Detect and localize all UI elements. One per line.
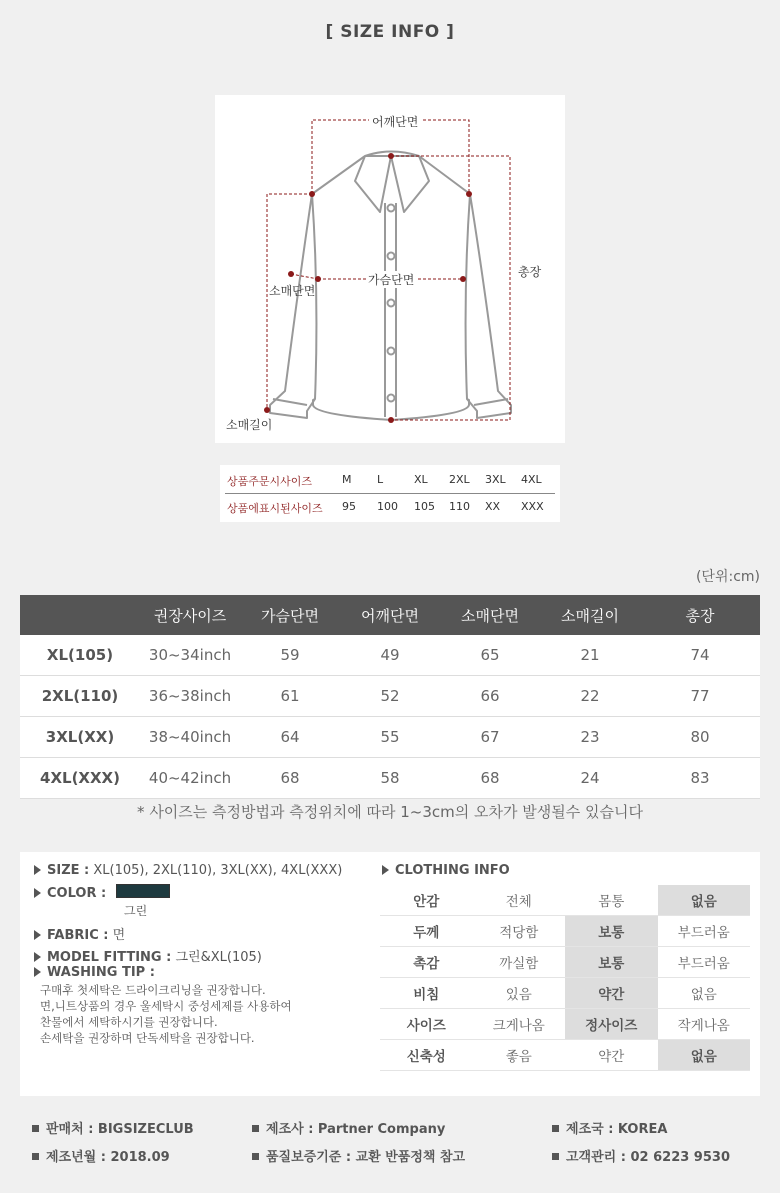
clothing-attr-option: 전체	[473, 885, 566, 916]
header-cell: 소매단면	[440, 595, 540, 635]
size-name-cell: 3XL(XX)	[20, 717, 140, 758]
clothing-attr-option: 없음	[658, 1040, 751, 1071]
table-cell: 83	[640, 758, 760, 799]
model-info-line	[34, 946, 262, 965]
clothing-attr-label: 사이즈	[380, 1009, 473, 1040]
table-cell: 55	[340, 717, 440, 758]
clothing-info-row	[380, 885, 750, 916]
table-cell: 59	[240, 635, 340, 676]
footer-date-text: 제조년월 : 2018.09	[46, 1150, 170, 1165]
square-bullet-icon	[552, 1125, 559, 1132]
product-info-panel	[20, 852, 760, 1096]
size-cell: L	[377, 473, 384, 486]
clothing-attr-option: 정사이즈	[565, 1009, 658, 1040]
shirt-illustration	[215, 95, 565, 443]
clothing-attr-option: 보통	[565, 916, 658, 947]
footer-quality-text: 품질보증기준 : 교환 반품정책 참고	[266, 1150, 466, 1165]
size-cell: 95	[342, 500, 356, 513]
footer-service-text: 고객관리 : 02 6223 9530	[566, 1150, 730, 1165]
square-bullet-icon	[32, 1153, 39, 1160]
triangle-bullet-icon	[382, 865, 389, 875]
square-bullet-icon	[552, 1153, 559, 1160]
table-cell: 38~40inch	[140, 717, 240, 758]
size-cell: M	[342, 473, 352, 486]
table-row	[20, 635, 760, 676]
label-shoulder: 어깨단면	[369, 113, 421, 130]
size-info-label: SIZE :	[47, 863, 90, 878]
color-name: 그린	[124, 904, 148, 918]
clothing-attr-option: 부드러움	[658, 916, 751, 947]
washing-info-line	[34, 965, 155, 980]
clothing-attr-option: 있음	[473, 978, 566, 1009]
table-cell: 24	[540, 758, 640, 799]
clothing-attr-option: 좋음	[473, 1040, 566, 1071]
size-cell: 4XL	[521, 473, 542, 486]
size-info-value: XL(105), 2XL(110), 3XL(XX), 4XL(XXX)	[89, 863, 343, 878]
clothing-info-row	[380, 1009, 750, 1040]
clothing-info-table	[380, 885, 750, 1071]
clothing-attr-option: 보통	[565, 947, 658, 978]
table-cell: 68	[240, 758, 340, 799]
header-cell	[20, 595, 140, 635]
triangle-bullet-icon	[34, 930, 41, 940]
size-cell: XXX	[521, 500, 544, 513]
color-info-line	[34, 884, 170, 901]
clothing-attr-option: 적당함	[473, 916, 566, 947]
clothing-attr-option: 크게나옴	[473, 1009, 566, 1040]
header-cell: 어깨단면	[340, 595, 440, 635]
table-cell: 74	[640, 635, 760, 676]
washing-info-label: WASHING TIP :	[47, 965, 155, 980]
clothing-info-title-text: CLOTHING INFO	[395, 863, 510, 878]
footer-maker-text: 제조사 : Partner Company	[266, 1122, 446, 1137]
washing-tip-line: 면,니트상품의 경우 울세탁시 중성세제를 사용하여	[40, 999, 292, 1013]
size-cell: XL	[414, 473, 428, 486]
color-swatch	[116, 884, 170, 898]
square-bullet-icon	[32, 1125, 39, 1132]
clothing-info-row	[380, 916, 750, 947]
clothing-attr-option: 부드러움	[658, 947, 751, 978]
clothing-attr-label: 신축성	[380, 1040, 473, 1071]
clothing-attr-option: 없음	[658, 978, 751, 1009]
clothing-attr-label: 촉감	[380, 947, 473, 978]
clothing-attr-label: 안감	[380, 885, 473, 916]
order-size-label: 상품주문시사이즈	[227, 475, 313, 488]
table-cell: 67	[440, 717, 540, 758]
clothing-attr-option: 없음	[658, 885, 751, 916]
size-name-cell: XL(105)	[20, 635, 140, 676]
label-sleeve-width: 소매단면	[269, 284, 316, 298]
fabric-info-value: 면	[108, 928, 126, 943]
model-info-label: MODEL FITTING :	[47, 950, 172, 965]
table-cell: 66	[440, 676, 540, 717]
footer-service	[552, 1146, 730, 1165]
clothing-attr-option: 작게나옴	[658, 1009, 751, 1040]
size-conversion-table	[220, 465, 560, 522]
fabric-info-label: FABRIC :	[47, 928, 109, 943]
size-table	[20, 595, 760, 799]
model-info-value: 그린&XL(105)	[171, 950, 262, 965]
table-row	[20, 676, 760, 717]
size-cell: 2XL	[449, 473, 470, 486]
square-bullet-icon	[252, 1125, 259, 1132]
label-chest: 가슴단면	[368, 273, 415, 287]
size-cell: 100	[377, 500, 398, 513]
square-bullet-icon	[252, 1153, 259, 1160]
table-cell: 36~38inch	[140, 676, 240, 717]
size-cell: 105	[414, 500, 435, 513]
table-cell: 49	[340, 635, 440, 676]
clothing-info-row	[380, 947, 750, 978]
clothing-attr-option: 몸통	[565, 885, 658, 916]
table-cell: 61	[240, 676, 340, 717]
footer-quality	[252, 1146, 465, 1165]
label-sleeve-length: 소매길이	[226, 418, 273, 432]
table-cell: 58	[340, 758, 440, 799]
header-cell: 소매길이	[540, 595, 640, 635]
table-cell: 52	[340, 676, 440, 717]
table-cell: 68	[440, 758, 540, 799]
footer-date	[32, 1146, 170, 1165]
size-name-cell: 2XL(110)	[20, 676, 140, 717]
size-table-header	[20, 595, 760, 635]
washing-tip-line: 구매후 첫세탁은 드라이크리닝을 권장합니다.	[40, 983, 266, 997]
clothing-attr-label: 두께	[380, 916, 473, 947]
table-cell: 23	[540, 717, 640, 758]
label-size-label: 상품에표시된사이즈	[227, 502, 323, 515]
clothing-attr-option: 약간	[565, 978, 658, 1009]
washing-tip-line: 찬물에서 세탁하시기를 권장합니다.	[40, 1015, 218, 1029]
header-cell: 권장사이즈	[140, 595, 240, 635]
table-cell: 64	[240, 717, 340, 758]
label-size-row	[220, 492, 560, 520]
size-note: * 사이즈는 측정방법과 측정위치에 따라 1~3cm의 오차가 발생될수 있습니다	[137, 803, 643, 821]
table-row	[20, 717, 760, 758]
unit-label: (단위:cm)	[695, 569, 760, 585]
table-cell: 22	[540, 676, 640, 717]
table-cell: 40~42inch	[140, 758, 240, 799]
washing-tip-line: 손세탁을 권장하며 단독세탁을 권장합니다.	[40, 1031, 255, 1045]
clothing-attr-option: 까실함	[473, 947, 566, 978]
color-info-label: COLOR :	[47, 886, 107, 901]
clothing-attr-option: 약간	[565, 1040, 658, 1071]
triangle-bullet-icon	[34, 967, 41, 977]
footer-country-text: 제조국 : KOREA	[566, 1122, 668, 1137]
footer-maker	[252, 1118, 445, 1137]
size-cell: 110	[449, 500, 470, 513]
size-info-line	[34, 863, 342, 878]
footer-seller	[32, 1118, 194, 1137]
table-cell: 77	[640, 676, 760, 717]
table-cell: 30~34inch	[140, 635, 240, 676]
clothing-info-row	[380, 1040, 750, 1071]
size-cell: XX	[485, 500, 501, 513]
size-name-cell: 4XL(XXX)	[20, 758, 140, 799]
header-cell: 가슴단면	[240, 595, 340, 635]
table-cell: 65	[440, 635, 540, 676]
shirt-measurement-diagram	[215, 95, 565, 443]
table-cell: 80	[640, 717, 760, 758]
page-title: [ SIZE INFO ]	[325, 22, 455, 42]
clothing-info-title	[382, 863, 510, 878]
size-cell: 3XL	[485, 473, 506, 486]
table-cell: 21	[540, 635, 640, 676]
footer-country	[552, 1118, 667, 1137]
triangle-bullet-icon	[34, 888, 41, 898]
label-total-length: 총장	[518, 265, 542, 279]
clothing-attr-label: 비침	[380, 978, 473, 1009]
table-row	[20, 758, 760, 799]
triangle-bullet-icon	[34, 952, 41, 962]
fabric-info-line	[34, 924, 125, 943]
triangle-bullet-icon	[34, 865, 41, 875]
order-size-row	[220, 465, 560, 493]
footer-seller-text: 판매처 : BIGSIZECLUB	[46, 1122, 194, 1137]
clothing-info-row	[380, 978, 750, 1009]
header-cell: 총장	[640, 595, 760, 635]
